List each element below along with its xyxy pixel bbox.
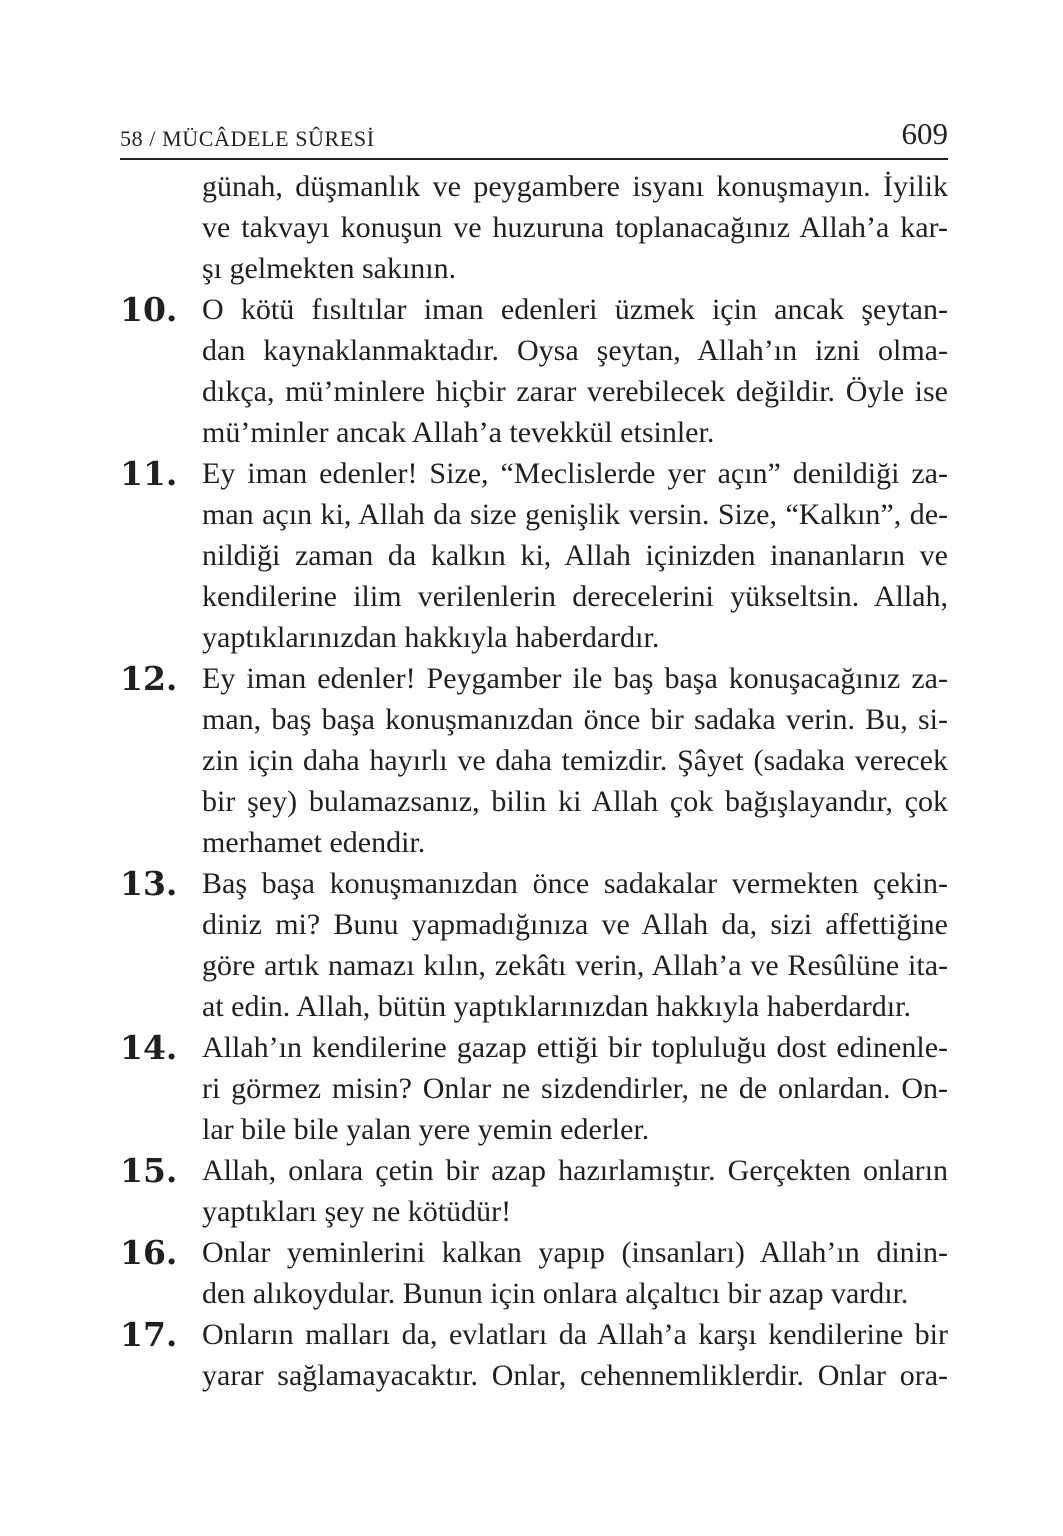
line-text: den alıkoydular. Bunun için onlara alçaltıcı bir azap vardır. [202,1277,909,1310]
text-line [120,904,948,945]
text-line [120,535,948,576]
line-text: Ey iman edenler! Peygamber ile baş başa konuşacağınız za- [202,662,948,695]
text-line [120,1314,948,1355]
text-line [120,1232,948,1273]
line-text: yaptıklarınızdan hakkıyla haberdardır. [202,621,660,654]
text-line [120,945,948,986]
text-line [120,453,948,494]
text-line [120,1150,948,1191]
line-text: ri görmez misin? Onlar ne sizdendirler, ne de onlardan. On- [202,1072,948,1105]
text-line [120,986,948,1027]
verse-block [120,1232,948,1314]
line-text: Baş başa konuşmanızdan önce sadakalar vermekten çekin- [202,867,948,900]
line-text: bir şey) bulamazsanız, bilin ki Allah çok bağışlayandır, çok [202,785,948,818]
line-text: kendilerine ilim verilenlerin derecelerini yükseltsin. Allah, [202,580,948,613]
text-line [120,412,948,453]
text-line [120,494,948,535]
line-text: şı gelmekten sakının. [202,252,457,285]
text-line [120,1068,948,1109]
verse-number: 16. [120,1233,178,1272]
line-text: yarar sağlamayacaktır. Onlar, cehennemliklerdir. Onlar ora- [202,1359,948,1392]
line-text: Allah, onlara çetin bir azap hazırlamıştır. Gerçekten onların [202,1154,948,1187]
line-text: diniz mi? Bunu yapmadığınıza ve Allah da, sizi affettiğine [202,908,948,941]
page-body [120,166,948,1396]
text-line [120,1273,948,1314]
running-header [120,112,948,160]
verse-number: 14. [120,1028,178,1067]
line-text: O kötü fısıltılar iman edenleri üzmek için ancak şeytan- [202,293,948,326]
page-number: 609 [901,116,948,151]
verse-number: 10. [120,290,178,329]
text-line [120,166,948,207]
verse-block [120,658,948,863]
text-line [120,822,948,863]
text-line [120,371,948,412]
verse-number: 11. [120,454,178,493]
line-text: göre artık namazı kılın, zekâtı verin, Allah’a ve Resûlüne ita- [202,949,948,982]
line-text: man açın ki, Allah da size genişlik versin. Size, “Kalkın”, de- [202,498,948,531]
verse-block [120,863,948,1027]
line-text: dıkça, mü’minlere hiçbir zarar verebilecek değildir. Öyle ise [202,375,948,408]
line-text: nildiği zaman da kalkın ki, Allah içinizden inananların ve [202,539,948,572]
text-line [120,330,948,371]
text-line [120,1355,948,1396]
line-text: mü’minler ancak Allah’a tevekkül etsinler. [202,416,715,449]
line-text: man, baş başa konuşmanızdan önce bir sadaka verin. Bu, si- [202,703,948,736]
line-text: Onlar yeminlerini kalkan yapıp (insanları) Allah’ın dinin- [202,1236,948,1269]
text-line [120,248,948,289]
line-text: lar bile bile yalan yere yemin ederler. [202,1113,650,1146]
line-text: Ey iman edenler! Size, “Meclislerde yer açın” denildiği za- [202,457,948,490]
line-text: at edin. Allah, bütün yaptıklarınızdan hakkıyla haberdardır. [202,990,911,1023]
text-line [120,1109,948,1150]
line-text: Allah’ın kendilerine gazap ettiği bir topluluğu dost edinenle- [202,1031,948,1064]
continuation-paragraph [120,166,948,289]
line-text: Onların malları da, evlatları da Allah’a karşı kendilerine bir [202,1318,948,1351]
verse-block [120,453,948,658]
text-line [120,1027,948,1068]
text-line [120,576,948,617]
text-line [120,863,948,904]
verse-number: 15. [120,1151,178,1190]
text-line [120,617,948,658]
text-line [120,699,948,740]
line-text: yaptıkları şey ne kötüdür! [202,1195,512,1228]
text-line [120,289,948,330]
line-text: zin için daha hayırlı ve daha temizdir. Şâyet (sadaka verecek [202,744,948,777]
line-text: merhamet edendir. [202,826,426,859]
verse-number: 17. [120,1315,178,1354]
text-line [120,781,948,822]
text-line [120,658,948,699]
verse-number: 13. [120,864,178,903]
verse-block [120,1314,948,1396]
text-line [120,740,948,781]
line-text: günah, düşmanlık ve peygambere isyanı konuşmayın. İyilik [202,170,948,203]
line-text: ve takvayı konuşun ve huzuruna toplanacağınız Allah’a kar- [202,211,948,244]
verse-block [120,289,948,453]
verse-block [120,1150,948,1232]
verse-block [120,1027,948,1150]
running-title: 58 / MÜCÂDELE SÛRESİ [120,126,375,151]
verse-number: 12. [120,659,178,698]
line-text: dan kaynaklanmaktadır. Oysa şeytan, Allah’ın izni olma- [202,334,948,367]
text-line [120,207,948,248]
text-line [120,1191,948,1232]
